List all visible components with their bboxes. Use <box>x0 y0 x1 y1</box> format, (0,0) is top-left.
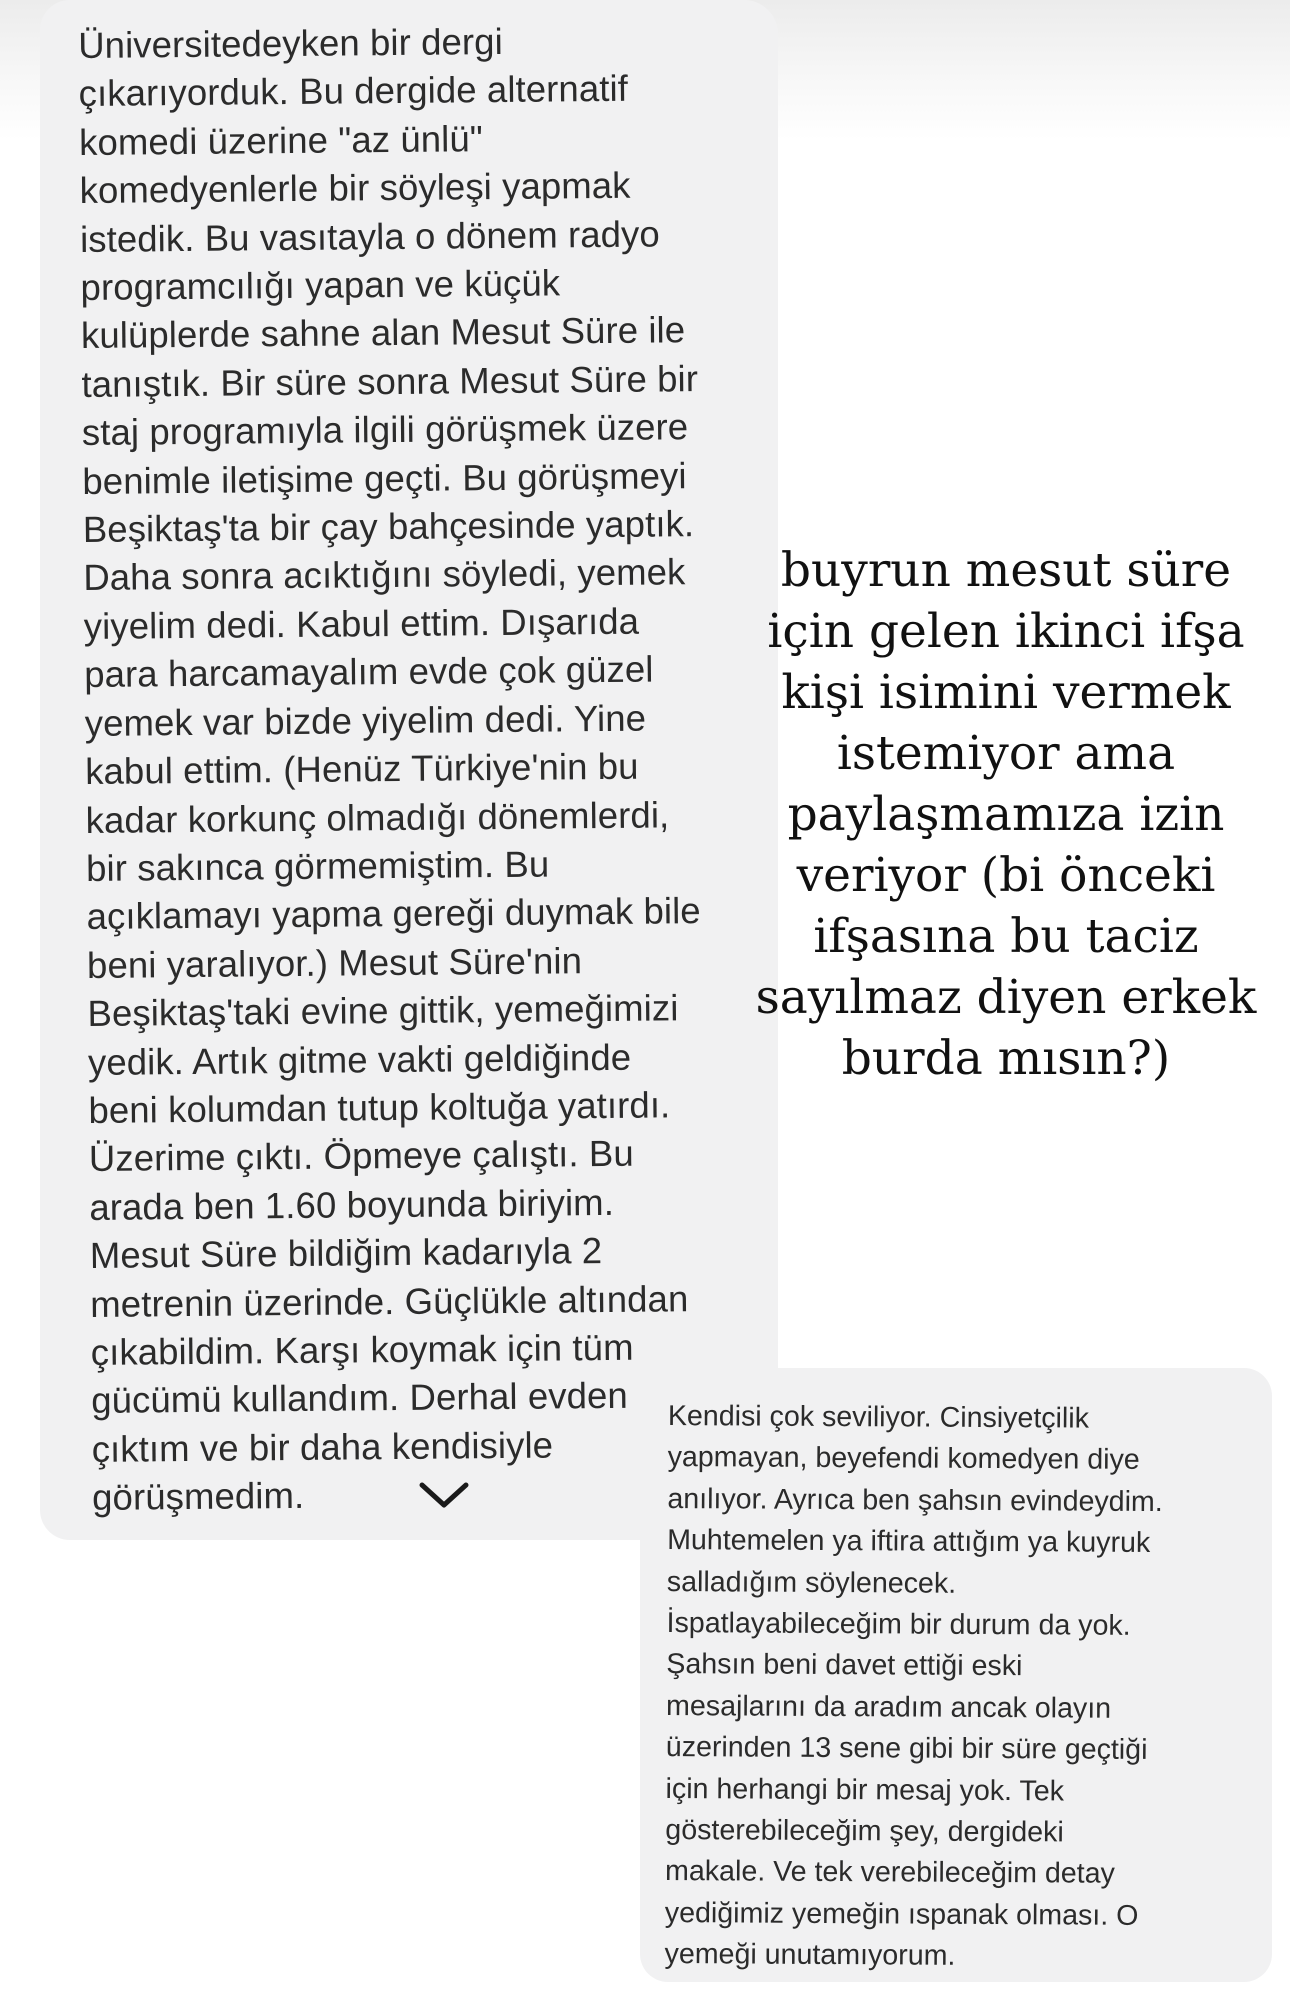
chevron-down-icon[interactable] <box>416 1478 472 1512</box>
story-overlay-caption: buyrun mesut süre için gelen ikinci ifşa kişi isimini vermek istemiyor ama paylaşmamıza izin veriyor (bi önceki ifşasına bu taciz sayılmaz diyen erkek burda mısın?) <box>755 543 1257 1086</box>
message-text-first: Üniversitedeyken bir dergi çıkarıyorduk. Bu dergide alternatif komedi üzerine "az ünlü" komedyenlerle bir söyleşi yapmak istedik. Bu vasıtayla o dönem radyo programcılığı yapan ve küçük kulüplerde sahne alan Mesut Süre ile tanıştık. Bir süre sonra Mesut Süre bir staj programıyla ilgili görüşmek üzere benimle iletişime geçti. Bu görüşmeyi Beşiktaş'ta bir çay bahçesinde yaptık. Daha sonra acıktığını söyledi, yemek yiyelim dedi. Kabul ettim. Dışarıda para harcamayalım evde çok güzel yemek var bizde yiyelim dedi. Yine kabul ettim. (Henüz Türkiye'nin bu kadar korkunç olmadığı dönemlerdi, bir sakınca görmemiştim. Bu açıklamayı yapma gereği duymak bile beni yaralıyor.) Mesut Süre'nin Beşiktaş'taki evine gittik, yemeğimizi yedik. Artık gitme vakti geldiğinde beni kolumdan tutup koltuğa yatırdı. Üzerime çıktı. Öpmeye çalıştı. Bu arada ben 1.60 boyunda biriyim. Mesut Süre bildiğim kadarıyla 2 metrenin üzerinde. Güçlükle altından çıkabildim. Karşı koymak için tüm gücümü kullandım. Derhal evden çıktım ve bir daha kendisiyle görüşmedim. <box>78 20 701 1519</box>
message-bubble-second[interactable] <box>640 1368 1272 1982</box>
message-bubble-first[interactable] <box>40 0 778 1540</box>
message-text-second: Kendisi çok seviliyor. Cinsiyetçilik yapmayan, beyefendi komedyen diye anılıyor. Ayrıca ben şahsın evindeydim. Muhtemelen ya iftira attığım ya kuyruk salladığım söylenecek. İspatlayabileceğim bir durum da yok. Şahsın beni davet ettiği eski mesajlarını da aradım ancak olayın üzerinden 13 sene gibi bir süre geçtiği için herhangi bir mesaj yok. Tek gösterebileceğim şey, dergideki makale. Ve tek verebileceğim detay yediğimiz yemeğin ıspanak olması. O yemeği unutamıyorum. <box>664 1399 1163 1973</box>
